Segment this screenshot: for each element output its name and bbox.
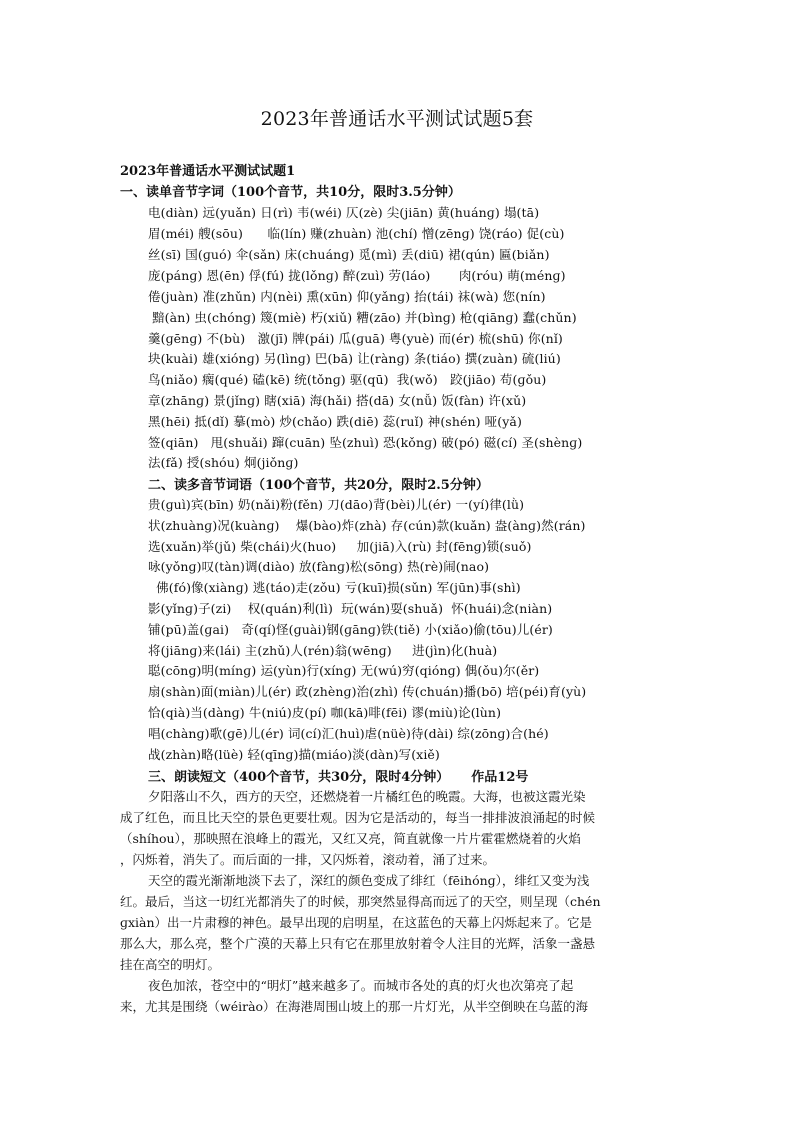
passage-line: 天空的霞光渐渐地淡下去了，深红的颜色变成了绯红（fēihónɡ），绯红又变为浅	[148, 873, 590, 888]
word-line: 倦(juàn) 准(zhǔn) 内(nèi) 熏(xūn) 仰(yǎnɡ) 抬(tái) 袜(wà) 您(nín)	[148, 289, 546, 304]
passage-line: ɡxiàn）出一片肃穆的神色。最早出现的启明星，在这蓝色的天幕上闪烁起来了。它是	[120, 915, 593, 930]
phrase-line: 聪(cōnɡ)明(mínɡ) 运(yùn)行(xínɡ) 无(wú)穷(qiónɡ) 偶(ǒu)尔(ěr)	[148, 663, 540, 678]
passage-line: 来，尤其是围绕（wéirào）在海港周围山坡上的那一片灯光，从半空倒映在乌蓝的海	[120, 999, 589, 1014]
document-title: 2023年普通话水平测试试题5套	[260, 108, 534, 130]
section-1-heading: 一、读单音节字词（100个音节，共10分，限时3.5分钟）	[120, 185, 461, 200]
passage-line: 夕阳落山不久，西方的天空，还燃烧着一片橘红色的晚霞。大海，也被这霞光染	[148, 789, 586, 804]
passage-line: 挂在高空的明灯。	[120, 957, 221, 972]
word-line: 法(fǎ) 授(shóu) 炯(jiǒnɡ)	[148, 455, 299, 470]
word-line: 电(diàn) 远(yuǎn) 日(rì) 韦(wéi) 仄(zè) 尖(jiān) 黄(huánɡ) 塌(tā)	[148, 205, 540, 220]
passage-line: 夜色加浓，苍空中的“明灯”越来越多了。而城市各处的真的灯火也次第亮了起	[148, 978, 574, 993]
word-line: 章(zhānɡ) 景(jǐnɡ) 瞎(xiā) 海(hǎi) 搭(dā) 女(nǚ) 饭(fàn) 许(xǔ)	[148, 393, 527, 408]
phrase-line: 唱(chànɡ)歌(ɡē)儿(ér) 词(cí)汇(huì)虐(nüè)待(dài) 综(zōnɡ)合(hé)	[148, 726, 549, 741]
phrase-line: 恰(qià)当(dànɡ) 牛(niú)皮(pí) 咖(kā)啡(fēi) 谬(miù)论(lùn)	[148, 705, 502, 720]
passage-line: 红。最后，当这一切红光都消失了的时候，那突然显得高而远了的天空，则呈现（chén	[120, 894, 601, 909]
section-3-heading	[148, 766, 528, 785]
word-line: 眉(méi) 艘(sōu) 临(lín) 赚(zhuàn) 池(chí) 憎(zēnɡ) 饶(ráo) 促(cù)	[148, 226, 565, 241]
phrase-line: 扇(shàn)面(miàn)儿(ér) 政(zhènɡ)治(zhì) 传(chuán)播(bō) 培(péi)育(yù)	[148, 684, 587, 699]
word-line: 签(qiān) 甩(shuǎi) 蹿(cuān) 坠(zhuì) 恐(kǒnɡ) 破(pó) 磁(cí) 圣(shènɡ)	[148, 435, 583, 450]
phrase-line: 佛(fó)像(xiànɡ) 逃(táo)走(zǒu) 亏(kuī)损(sǔn) 军(jūn)事(shì)	[148, 580, 521, 595]
phrase-line: 影(yǐnɡ)子(zi) 权(quán)利(lì) 玩(wán)耍(shuǎ) 怀(huái)念(niàn)	[148, 601, 553, 616]
word-line: 黯(àn) 虫(chónɡ) 篾(miè) 朽(xiǔ) 糟(zāo) 并(bìnɡ) 枪(qiānɡ) 蠢(chǔn)	[148, 310, 577, 325]
section-3-heading-text: 三、朗读短文（400个音节，共30分，限时4分钟）	[148, 770, 450, 785]
word-line: 鸟(niǎo) 瘸(qué) 磕(kē) 统(tǒnɡ) 驱(qū) 我(wǒ) 跤(jiāo) 苟(ɡǒu)	[148, 372, 547, 387]
passage-line: 那么大，那么亮，整个广漠的天幕上只有它在那里放射着令人注目的光辉，活象一盏悬	[120, 936, 596, 951]
phrase-line: 选(xuǎn)举(jǔ) 柴(chái)火(huo) 加(jiā)入(rù) 封(fēnɡ)锁(suǒ)	[148, 539, 532, 554]
passage-line: （shíhou），那映照在浪峰上的霞光，又红又亮，简直就像一片片霍霍燃烧着的火焰	[120, 831, 581, 846]
phrase-line: 贵(ɡuì)宾(bīn) 奶(nǎi)粉(fěn) 刀(dāo)背(bèi)儿(ér) 一(yí)律(lǜ)	[148, 497, 525, 512]
passage-line: ，闪烁着，消失了。而后面的一排，又闪烁着，滚动着，涌了过来。	[120, 852, 496, 867]
word-line: 黑(hēi) 抵(dǐ) 摹(mò) 炒(chǎo) 跌(diē) 蕊(ruǐ) 神(shén) 哑(yǎ)	[148, 414, 522, 429]
work-number: 作品12号	[471, 770, 529, 785]
word-line: 丝(sī) 国(ɡuó) 伞(sǎn) 床(chuánɡ) 觅(mì) 丢(diū) 裙(qún) 匾(biǎn)	[148, 247, 550, 262]
phrase-line: 战(zhàn)略(lüè) 轻(qīnɡ)描(miáo)淡(dàn)写(xiě)	[148, 747, 440, 762]
test-subtitle: 2023年普通话水平测试试题1	[120, 164, 296, 179]
phrase-line: 状(zhuànɡ)况(kuànɡ) 爆(bào)炸(zhà) 存(cún)款(kuǎn) 盎(ànɡ)然(rán)	[148, 518, 586, 533]
phrase-line: 咏(yǒnɡ)叹(tàn)调(diào) 放(fànɡ)松(sōnɡ) 热(rè)闹(nao)	[148, 559, 490, 574]
section-2-heading: 二、读多音节词语（100个音节，共20分，限时2.5分钟）	[148, 478, 489, 493]
passage-line: 成了红色，而且比天空的景色更要壮观。因为它是活动的，每当一排排波浪涌起的时候	[120, 810, 596, 825]
word-line: 块(kuài) 雄(xiónɡ) 另(lìnɡ) 巴(bā) 让(rànɡ) 条(tiáo) 撰(zuàn) 硫(liú)	[148, 351, 561, 366]
word-line: 庞(pánɡ) 恩(ēn) 俘(fú) 拢(lǒnɡ) 醉(zuì) 劳(láo) 肉(róu) 萌(ménɡ)	[148, 268, 566, 283]
phrase-line: 将(jiānɡ)来(lái) 主(zhǔ)人(rén)翁(wēnɡ) 进(jìn)化(huà)	[148, 643, 498, 658]
word-line: 羹(ɡēnɡ) 不(bù) 激(jī) 牌(pái) 瓜(ɡuā) 粤(yuè) 而(ér) 梳(shū) 你(nǐ)	[148, 331, 563, 346]
phrase-line: 铺(pū)盖(ɡai) 奇(qí)怪(ɡuài)钢(ɡānɡ)铁(tiě) 小(xiǎo)偷(tōu)儿(ér)	[148, 622, 553, 637]
